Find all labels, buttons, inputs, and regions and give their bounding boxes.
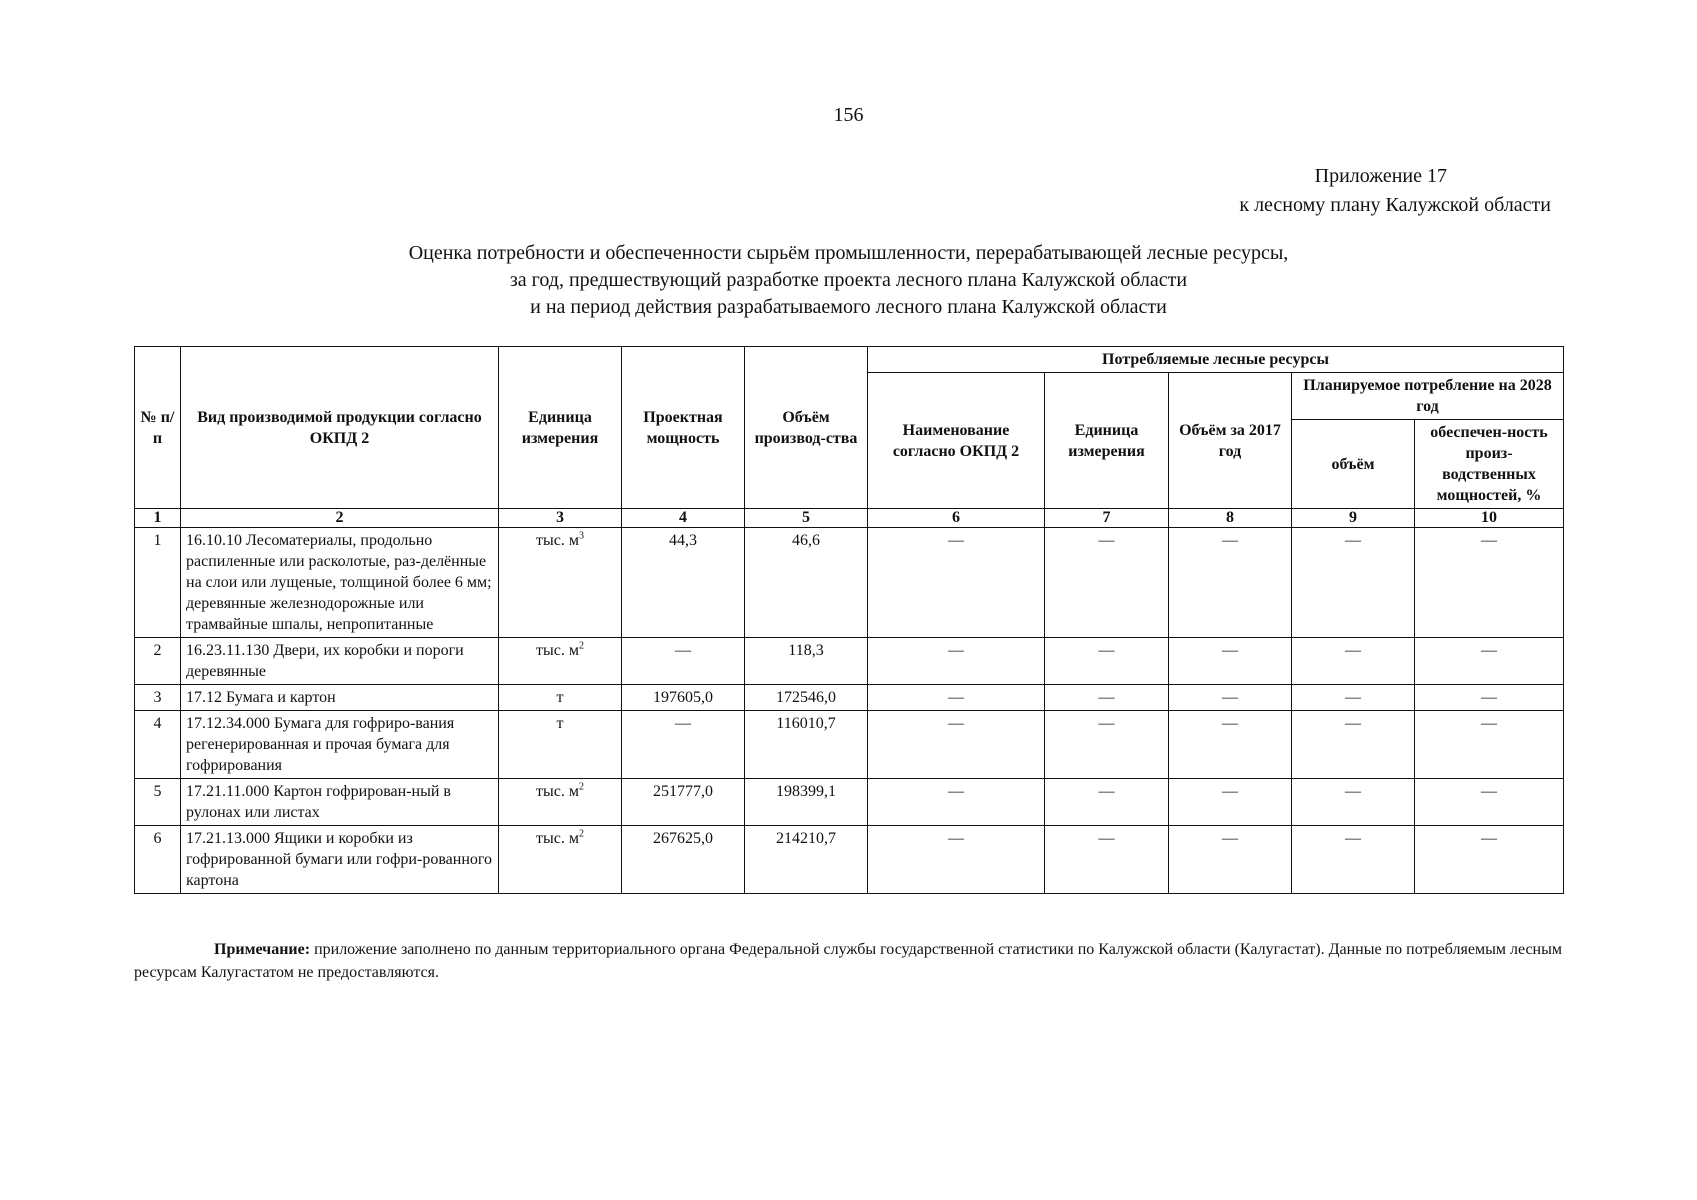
cell-res-volume: — xyxy=(1169,711,1292,779)
cell-product: 17.12.34.000 Бумага для гофриро-вания регенерированная и прочая бумага для гофрирования xyxy=(181,711,499,779)
column-number: 2 xyxy=(181,509,499,528)
unit-text: тыс. м xyxy=(536,532,579,549)
cell-planned-volume: — xyxy=(1292,711,1415,779)
cell-res-unit: — xyxy=(1045,685,1169,711)
header-volume: Объём производ-ства xyxy=(745,347,868,509)
cell-res-volume: — xyxy=(1169,779,1292,826)
cell-planned-supply: — xyxy=(1415,638,1564,685)
unit-exponent: 3 xyxy=(578,530,584,542)
cell-res-volume: — xyxy=(1169,685,1292,711)
cell-unit xyxy=(499,528,622,638)
cell-unit xyxy=(499,779,622,826)
header-planned-supply: обеспечен-ность произ-водственных мощностей, % xyxy=(1415,420,1564,509)
cell-capacity: — xyxy=(622,638,745,685)
column-number: 1 xyxy=(135,509,181,528)
unit-exponent: 2 xyxy=(578,640,584,652)
cell-planned-supply: — xyxy=(1415,779,1564,826)
cell-volume: 172546,0 xyxy=(745,685,868,711)
title-line-2: за год, предшествующий разработке проекта лесного плана Калужской области xyxy=(509,269,1188,291)
table-row xyxy=(135,826,1564,894)
table-row xyxy=(135,779,1564,826)
cell-planned-volume: — xyxy=(1292,685,1415,711)
cell-res-volume: — xyxy=(1169,528,1292,638)
cell-planned-supply: — xyxy=(1415,711,1564,779)
title-line-3: и на период действия разрабатываемого лесного плана Калужской области xyxy=(530,296,1167,318)
cell-num: 5 xyxy=(135,779,181,826)
table-row xyxy=(135,711,1564,779)
cell-unit xyxy=(499,638,622,685)
header-unit: Единица измерения xyxy=(499,347,622,509)
cell-unit xyxy=(499,685,622,711)
resource-table xyxy=(134,346,1564,894)
cell-planned-volume: — xyxy=(1292,826,1415,894)
cell-res-name: — xyxy=(868,779,1045,826)
cell-num: 4 xyxy=(135,711,181,779)
cell-product: 17.12 Бумага и картон xyxy=(181,685,499,711)
cell-volume: 118,3 xyxy=(745,638,868,685)
unit-text: тыс. м xyxy=(536,783,579,800)
cell-volume: 214210,7 xyxy=(745,826,868,894)
unit-exponent: 2 xyxy=(578,828,584,840)
cell-product: 16.10.10 Лесоматериалы, продольно распиленные или расколотые, раз-делённые на слои или лущеные, толщиной более 6 мм; деревянные железнодорожные или трамвайные шпалы, непропитанные xyxy=(181,528,499,638)
cell-res-volume: — xyxy=(1169,826,1292,894)
cell-res-name: — xyxy=(868,711,1045,779)
cell-capacity: — xyxy=(622,711,745,779)
unit-text: тыс. м xyxy=(536,830,579,847)
title-line-1: Оценка потребности и обеспеченности сырьём промышленности, перерабатывающей лесные ресурсы, xyxy=(408,242,1289,264)
cell-num: 1 xyxy=(135,528,181,638)
header-capacity: Проектная мощность xyxy=(622,347,745,509)
header-resources: Потребляемые лесные ресурсы xyxy=(868,347,1564,373)
cell-res-unit: — xyxy=(1045,638,1169,685)
document-title xyxy=(0,240,1697,321)
cell-product: 17.21.11.000 Картон гофрирован-ный в рулонах или листах xyxy=(181,779,499,826)
cell-res-unit: — xyxy=(1045,779,1169,826)
cell-planned-volume: — xyxy=(1292,638,1415,685)
footnote-label: Примечание: xyxy=(214,941,311,958)
cell-product: 17.21.13.000 Ящики и коробки из гофрированной бумаги или гофри-рованного картона xyxy=(181,826,499,894)
header-res-unit: Единица измерения xyxy=(1045,373,1169,509)
cell-planned-volume: — xyxy=(1292,528,1415,638)
cell-res-name: — xyxy=(868,638,1045,685)
unit-exponent: 2 xyxy=(578,781,584,793)
unit-text: т xyxy=(556,689,564,706)
appendix-subtitle: к лесному плану Калужской области xyxy=(1239,194,1551,216)
header-planned-volume: объём xyxy=(1292,420,1415,509)
cell-unit xyxy=(499,711,622,779)
column-number: 10 xyxy=(1415,509,1564,528)
cell-res-unit: — xyxy=(1045,826,1169,894)
cell-res-name: — xyxy=(868,528,1045,638)
footnote xyxy=(134,938,1564,984)
header-res-volume: Объём за 2017 год xyxy=(1169,373,1292,509)
column-number: 9 xyxy=(1292,509,1415,528)
footnote-text: приложение заполнено по данным территориального органа Федеральной службы государственной статистики по Калужской области (Калугастат). Данные по потребляемым лесным ресурсам Калугастатом не предоставляются. xyxy=(134,941,1562,981)
page-number: 156 xyxy=(833,104,864,126)
cell-unit xyxy=(499,826,622,894)
column-number: 8 xyxy=(1169,509,1292,528)
cell-product: 16.23.11.130 Двери, их коробки и пороги деревянные xyxy=(181,638,499,685)
cell-num: 2 xyxy=(135,638,181,685)
header-planned: Планируемое потребление на 2028 год xyxy=(1292,373,1564,420)
header-num: № п/п xyxy=(135,347,181,509)
cell-volume: 46,6 xyxy=(745,528,868,638)
cell-num: 3 xyxy=(135,685,181,711)
cell-res-unit: — xyxy=(1045,528,1169,638)
cell-res-name: — xyxy=(868,685,1045,711)
cell-capacity: 197605,0 xyxy=(622,685,745,711)
column-number: 7 xyxy=(1045,509,1169,528)
cell-capacity: 267625,0 xyxy=(622,826,745,894)
cell-capacity: 44,3 xyxy=(622,528,745,638)
table-row xyxy=(135,528,1564,638)
unit-text: тыс. м xyxy=(536,642,579,659)
cell-num: 6 xyxy=(135,826,181,894)
table-row xyxy=(135,685,1564,711)
cell-res-unit: — xyxy=(1045,711,1169,779)
unit-text: т xyxy=(556,715,564,732)
header-product: Вид производимой продукции согласно ОКПД 2 xyxy=(181,347,499,509)
cell-volume: 116010,7 xyxy=(745,711,868,779)
cell-volume: 198399,1 xyxy=(745,779,868,826)
column-number: 5 xyxy=(745,509,868,528)
cell-planned-supply: — xyxy=(1415,528,1564,638)
header-res-name: Наименование согласно ОКПД 2 xyxy=(868,373,1045,509)
column-number: 3 xyxy=(499,509,622,528)
cell-res-volume: — xyxy=(1169,638,1292,685)
cell-res-name: — xyxy=(868,826,1045,894)
table-row xyxy=(135,638,1564,685)
column-number: 6 xyxy=(868,509,1045,528)
cell-planned-supply: — xyxy=(1415,826,1564,894)
appendix-reference xyxy=(1239,162,1551,220)
cell-planned-supply: — xyxy=(1415,685,1564,711)
appendix-number: Приложение 17 xyxy=(1314,165,1447,187)
cell-capacity: 251777,0 xyxy=(622,779,745,826)
column-number: 4 xyxy=(622,509,745,528)
cell-planned-volume: — xyxy=(1292,779,1415,826)
